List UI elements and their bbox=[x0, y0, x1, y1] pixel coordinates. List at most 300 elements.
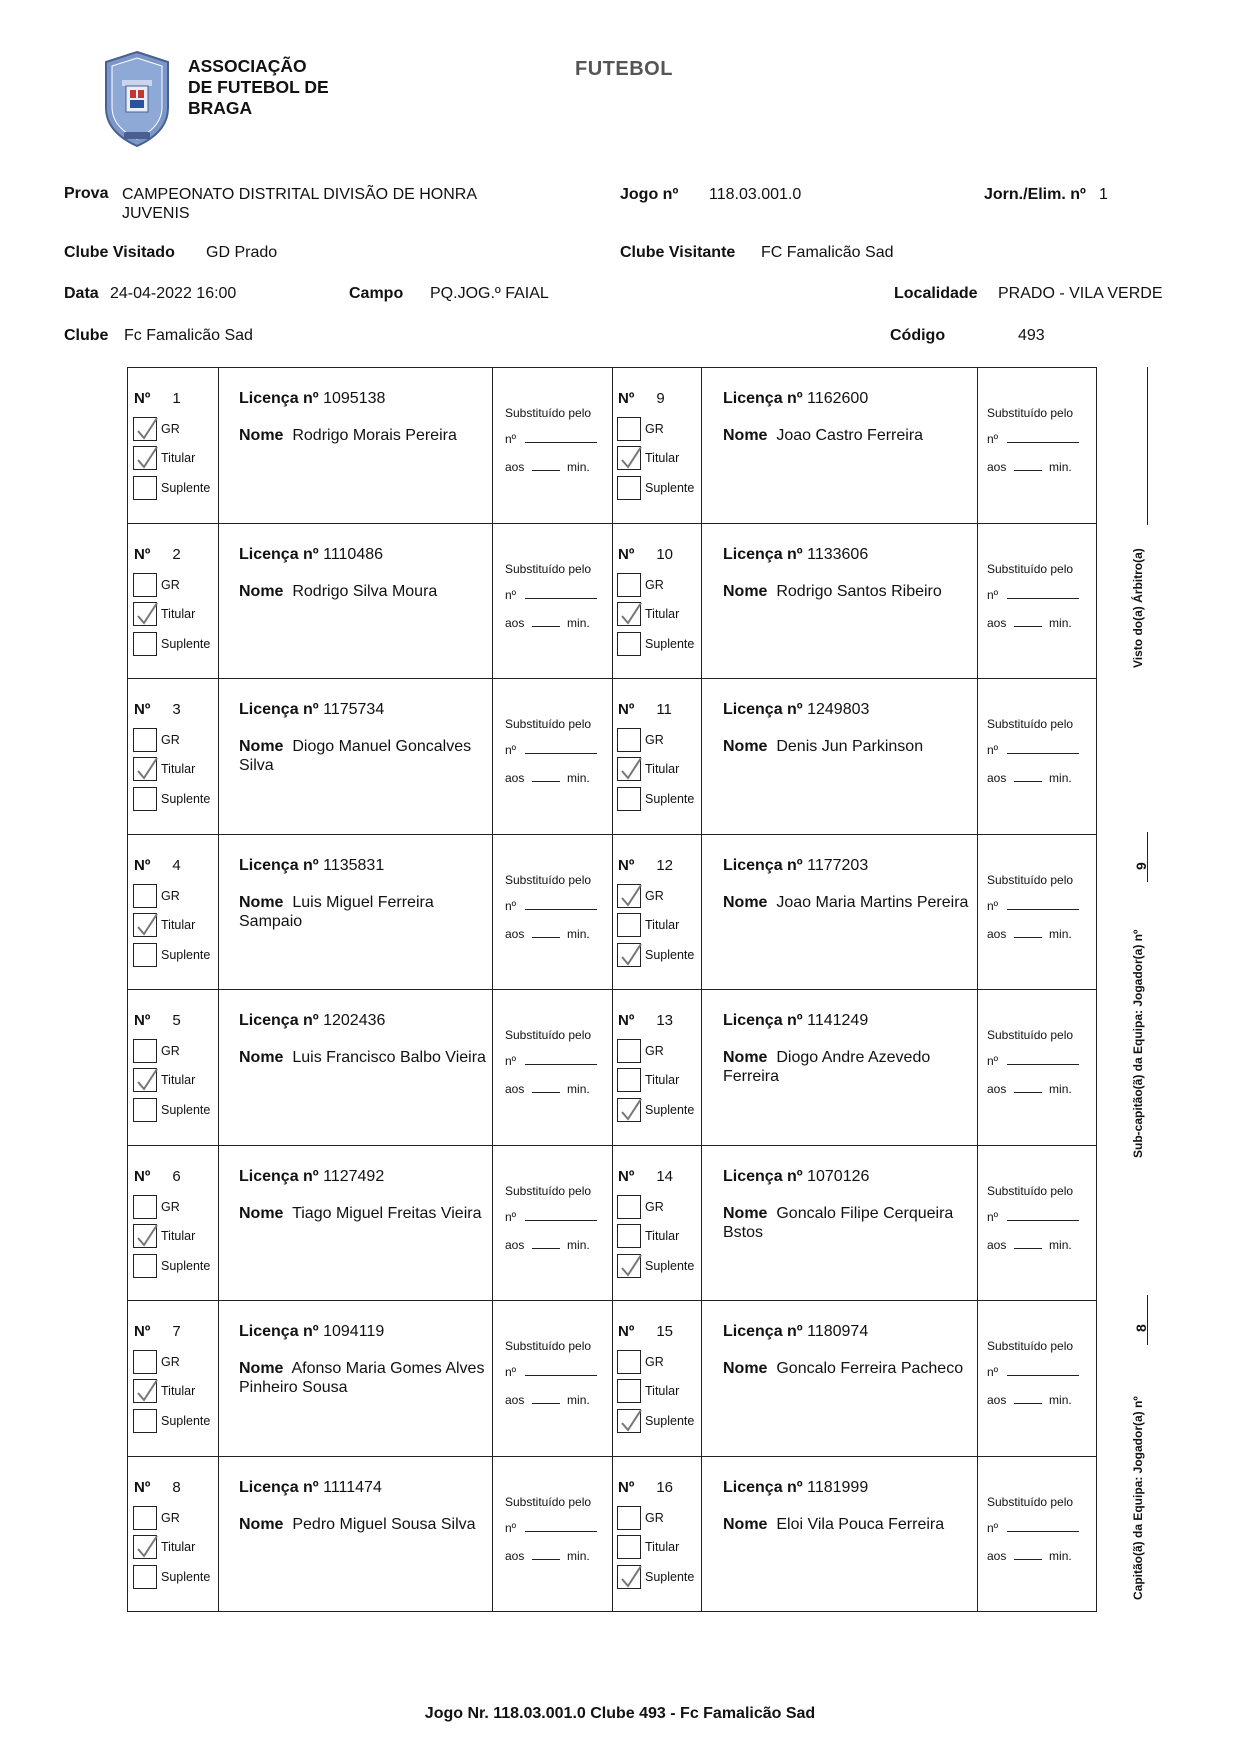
gr-checkbox[interactable] bbox=[617, 1506, 641, 1530]
number-value: 3 bbox=[172, 701, 181, 718]
titular-label: Titular bbox=[645, 917, 680, 932]
titular-checkbox[interactable] bbox=[617, 1068, 641, 1092]
subs-minute-row bbox=[505, 1393, 590, 1407]
titular-label: Titular bbox=[161, 1539, 196, 1554]
gr-label: GR bbox=[645, 577, 664, 592]
gr-label: GR bbox=[645, 733, 664, 747]
licence-field bbox=[723, 1323, 868, 1341]
gr-checkbox[interactable] bbox=[617, 573, 641, 597]
suplente-checkbox[interactable] bbox=[133, 1098, 157, 1122]
org-line-3: BRAGA bbox=[188, 98, 253, 118]
localidade-label: Localidade bbox=[894, 285, 978, 302]
titular-label: Titular bbox=[161, 1384, 196, 1398]
titular-checkbox[interactable] bbox=[617, 602, 641, 626]
name-label: Nome bbox=[723, 893, 768, 911]
gr-checkbox[interactable] bbox=[617, 417, 641, 441]
gr-label: GR bbox=[161, 888, 180, 903]
subs-minute-input[interactable] bbox=[532, 617, 560, 627]
number-label: Nº bbox=[134, 1167, 151, 1185]
subs-number-label: nº bbox=[505, 743, 517, 757]
number-value: 7 bbox=[172, 1323, 181, 1340]
subs-min-label: min. bbox=[567, 1393, 590, 1407]
visitado-value: GD Prado bbox=[206, 244, 278, 261]
licence-label: Licença nº bbox=[723, 1012, 803, 1029]
subs-minute-row bbox=[987, 1082, 1072, 1096]
number-value: 2 bbox=[172, 545, 181, 563]
suplente-label: Suplente bbox=[645, 1258, 695, 1273]
subs-minute-input[interactable] bbox=[532, 461, 560, 471]
prova-label: Prova bbox=[64, 185, 109, 202]
sport-title: FUTEBOL bbox=[575, 58, 673, 80]
subs-number-label: nº bbox=[987, 1520, 999, 1535]
subs-minute-input[interactable] bbox=[532, 1550, 560, 1560]
suplente-checkbox[interactable] bbox=[133, 943, 157, 967]
suplente-checkbox[interactable] bbox=[617, 1254, 641, 1278]
subs-min-label: min. bbox=[1049, 1393, 1072, 1407]
subs-title: Substituído pelo bbox=[987, 1339, 1074, 1353]
checkbox-row-titular bbox=[133, 445, 195, 471]
gr-checkbox[interactable] bbox=[133, 573, 157, 597]
subs-number-input[interactable] bbox=[1007, 1366, 1079, 1376]
checkbox-row-suplente bbox=[133, 942, 210, 968]
number-label: Nº bbox=[618, 545, 635, 563]
checkbox-row-titular bbox=[617, 445, 679, 471]
subs-minute-row bbox=[505, 927, 590, 941]
checkbox-row-suplente bbox=[617, 1097, 694, 1123]
titular-label: Titular bbox=[645, 1384, 680, 1398]
subs-aos-label: aos bbox=[505, 1393, 525, 1407]
suplente-checkbox[interactable] bbox=[617, 1098, 641, 1122]
gr-label: GR bbox=[645, 888, 664, 903]
jornada-value: 1 bbox=[1099, 186, 1108, 203]
name-label: Nome bbox=[239, 1515, 284, 1533]
suplente-label: Suplente bbox=[161, 636, 211, 651]
subs-minute-input[interactable] bbox=[1014, 1394, 1042, 1404]
licence-value: 1141249 bbox=[807, 1012, 869, 1029]
player-number bbox=[618, 390, 665, 407]
subs-number-input[interactable] bbox=[525, 1055, 597, 1065]
prova-value: CAMPEONATO DISTRITAL DIVISÃO DE HONRA JUVENIS bbox=[122, 186, 477, 222]
gr-label: GR bbox=[161, 733, 180, 747]
titular-checkbox[interactable] bbox=[617, 1535, 641, 1559]
subs-minute-input[interactable] bbox=[532, 1239, 560, 1249]
subs-minute-input[interactable] bbox=[532, 1394, 560, 1404]
licence-label: Licença nº bbox=[723, 390, 803, 407]
subs-minute-input[interactable] bbox=[1014, 1083, 1042, 1093]
visitado-field bbox=[64, 243, 175, 262]
subs-minute-input[interactable] bbox=[532, 928, 560, 938]
player-row bbox=[128, 990, 1096, 1146]
suplente-label: Suplente bbox=[645, 1414, 695, 1428]
subs-minute-input[interactable] bbox=[1014, 928, 1042, 938]
name-label: Nome bbox=[239, 427, 284, 444]
licence-field bbox=[239, 701, 384, 719]
subs-number-input[interactable] bbox=[525, 1366, 597, 1376]
jogo-value: 118.03.001.0 bbox=[709, 186, 802, 203]
subs-minute-row bbox=[987, 460, 1072, 474]
titular-checkbox[interactable] bbox=[133, 757, 157, 781]
subs-number-label: nº bbox=[505, 1054, 517, 1068]
titular-checkbox[interactable] bbox=[133, 602, 157, 626]
suplente-checkbox[interactable] bbox=[617, 1565, 641, 1589]
subs-number-label: nº bbox=[987, 1365, 999, 1379]
licence-label: Licença nº bbox=[239, 545, 319, 563]
player-name: Joao Castro Ferreira bbox=[776, 427, 924, 444]
licence-label: Licença nº bbox=[723, 856, 803, 874]
subs-min-label: min. bbox=[1049, 771, 1072, 785]
subs-number-label: nº bbox=[987, 587, 999, 602]
subs-minute-input[interactable] bbox=[1014, 617, 1042, 627]
suplente-checkbox[interactable] bbox=[617, 943, 641, 967]
subs-number-label: nº bbox=[505, 432, 517, 446]
titular-checkbox[interactable] bbox=[617, 913, 641, 937]
licence-label: Licença nº bbox=[723, 1478, 803, 1496]
player-name: Rodrigo Santos Ribeiro bbox=[776, 582, 942, 600]
gr-checkbox[interactable] bbox=[133, 1039, 157, 1063]
name-label: Nome bbox=[723, 1049, 768, 1066]
subs-number-row bbox=[505, 1054, 597, 1068]
gr-checkbox[interactable] bbox=[133, 417, 157, 441]
subs-title: Substituído pelo bbox=[987, 561, 1074, 576]
licence-label: Licença nº bbox=[239, 390, 319, 407]
gr-checkbox[interactable] bbox=[133, 728, 157, 752]
data-field bbox=[64, 284, 99, 303]
suplente-checkbox[interactable] bbox=[133, 1254, 157, 1278]
subs-aos-label: aos bbox=[987, 926, 1007, 941]
name-label: Nome bbox=[723, 738, 768, 755]
name-label: Nome bbox=[723, 1515, 768, 1533]
codigo-field bbox=[890, 326, 945, 345]
suplente-label: Suplente bbox=[161, 947, 211, 962]
gr-label: GR bbox=[161, 1199, 180, 1214]
subs-aos-label: aos bbox=[505, 926, 525, 941]
player-row bbox=[128, 368, 1096, 524]
subs-number-input[interactable] bbox=[1007, 1055, 1079, 1065]
number-label: Nº bbox=[618, 1167, 635, 1185]
gr-checkbox[interactable] bbox=[133, 1350, 157, 1374]
gr-checkbox[interactable] bbox=[133, 884, 157, 908]
number-label: Nº bbox=[618, 701, 635, 718]
checkbox-row-gr bbox=[617, 416, 664, 442]
subs-minute-input[interactable] bbox=[1014, 1239, 1042, 1249]
campo-field bbox=[349, 284, 403, 303]
checkbox-row-suplente bbox=[617, 1408, 694, 1434]
player-name-field bbox=[723, 1204, 983, 1242]
checkbox-row-titular bbox=[133, 912, 195, 938]
number-label: Nº bbox=[134, 1012, 151, 1029]
name-label: Nome bbox=[239, 1360, 284, 1377]
jornada-field bbox=[984, 185, 1086, 204]
checkbox-row-titular bbox=[133, 1067, 195, 1093]
suplente-checkbox[interactable] bbox=[133, 1409, 157, 1433]
subs-number-row bbox=[505, 899, 597, 913]
titular-checkbox[interactable] bbox=[133, 913, 157, 937]
subs-number-row bbox=[505, 1365, 597, 1379]
gr-checkbox[interactable] bbox=[617, 1195, 641, 1219]
number-label: Nº bbox=[618, 1478, 635, 1496]
subs-minute-input[interactable] bbox=[532, 772, 560, 782]
subs-aos-label: aos bbox=[505, 1237, 525, 1252]
suplente-checkbox[interactable] bbox=[133, 632, 157, 656]
number-value: 11 bbox=[656, 701, 672, 718]
suplente-checkbox[interactable] bbox=[617, 476, 641, 500]
checkbox-row-gr bbox=[133, 572, 180, 598]
licence-value: 1110486 bbox=[323, 545, 384, 563]
player-row bbox=[128, 1457, 1096, 1613]
subs-aos-label: aos bbox=[987, 615, 1007, 630]
licence-field bbox=[239, 390, 385, 408]
suplente-checkbox[interactable] bbox=[617, 1409, 641, 1433]
licence-value: 1202436 bbox=[323, 1012, 386, 1029]
subs-number-input[interactable] bbox=[525, 1211, 597, 1221]
licence-field bbox=[239, 1479, 382, 1497]
suplente-checkbox[interactable] bbox=[133, 787, 157, 811]
number-label: Nº bbox=[134, 856, 151, 874]
subs-minute-row bbox=[505, 1238, 590, 1252]
name-label: Nome bbox=[723, 427, 768, 444]
subs-number-label: nº bbox=[987, 432, 999, 446]
titular-checkbox[interactable] bbox=[617, 757, 641, 781]
gr-checkbox[interactable] bbox=[617, 1039, 641, 1063]
subs-number-row bbox=[987, 899, 1079, 913]
organization-name bbox=[188, 56, 329, 119]
checkbox-row-suplente bbox=[617, 1253, 694, 1279]
name-label: Nome bbox=[239, 893, 284, 911]
number-value: 10 bbox=[656, 545, 673, 563]
suplente-checkbox[interactable] bbox=[617, 632, 641, 656]
afb-logo bbox=[102, 50, 172, 148]
subs-minute-input[interactable] bbox=[1014, 1550, 1042, 1560]
suplente-label: Suplente bbox=[161, 1414, 211, 1428]
player-name: Luis Francisco Balbo Vieira bbox=[292, 1049, 486, 1066]
licence-field bbox=[239, 1012, 385, 1030]
localidade-value: PRADO - VILA VERDE bbox=[998, 285, 1163, 302]
visitante-value: FC Famalicão Sad bbox=[761, 244, 894, 261]
subs-aos-label: aos bbox=[987, 1082, 1007, 1096]
licence-field bbox=[723, 390, 868, 408]
localidade-field bbox=[894, 284, 978, 303]
number-value: 14 bbox=[656, 1167, 673, 1185]
player-name: Rodrigo Morais Pereira bbox=[292, 427, 457, 444]
number-label: Nº bbox=[134, 545, 151, 563]
titular-label: Titular bbox=[161, 606, 196, 621]
player-number bbox=[134, 1168, 181, 1185]
suplente-label: Suplente bbox=[161, 792, 211, 806]
subs-minute-row bbox=[987, 1238, 1072, 1252]
checkbox-row-titular bbox=[617, 756, 679, 782]
checkbox-row-suplente bbox=[133, 475, 210, 501]
number-value: 15 bbox=[656, 1323, 673, 1340]
subs-number-input[interactable] bbox=[1007, 433, 1079, 443]
titular-checkbox[interactable] bbox=[133, 446, 157, 470]
subs-number-input[interactable] bbox=[1007, 589, 1079, 599]
checkbox-row-gr bbox=[133, 1194, 180, 1220]
gr-label: GR bbox=[161, 1510, 180, 1525]
subs-min-label: min. bbox=[1049, 615, 1072, 630]
checkbox-row-gr bbox=[617, 1505, 664, 1531]
gr-checkbox[interactable] bbox=[133, 1506, 157, 1530]
player-name: Diogo Manuel Goncalves Silva bbox=[239, 738, 472, 774]
player-number bbox=[618, 546, 673, 563]
checkbox-row-gr bbox=[133, 1038, 180, 1064]
gr-checkbox[interactable] bbox=[617, 728, 641, 752]
checkbox-row-titular bbox=[617, 1223, 679, 1249]
subs-number-input[interactable] bbox=[1007, 1211, 1079, 1221]
player-name-field bbox=[723, 1048, 983, 1086]
suplente-checkbox[interactable] bbox=[133, 476, 157, 500]
subs-number-input[interactable] bbox=[525, 433, 597, 443]
titular-label: Titular bbox=[161, 917, 196, 932]
player-row bbox=[128, 679, 1096, 835]
number-label: Nº bbox=[134, 701, 151, 718]
subs-minute-row bbox=[505, 1549, 590, 1563]
licence-label: Licença nº bbox=[723, 701, 803, 718]
titular-checkbox[interactable] bbox=[617, 1224, 641, 1248]
titular-label: Titular bbox=[645, 451, 680, 465]
checkbox-row-titular bbox=[617, 912, 679, 938]
suplente-checkbox[interactable] bbox=[133, 1565, 157, 1589]
subcap-value: 9 bbox=[1133, 862, 1149, 870]
player-name: Goncalo Ferreira Pacheco bbox=[776, 1360, 964, 1377]
titular-label: Titular bbox=[161, 762, 196, 776]
checkbox-row-gr bbox=[617, 1349, 664, 1375]
licence-field bbox=[239, 857, 384, 875]
subcap-label: Sub-capitão(ã) da Equipa: Jogador(a) nº bbox=[1131, 929, 1145, 1158]
player-number bbox=[618, 1323, 673, 1340]
gr-checkbox[interactable] bbox=[617, 1350, 641, 1374]
subs-title: Substituído pelo bbox=[987, 1494, 1074, 1509]
number-value: 12 bbox=[656, 856, 673, 874]
subs-aos-label: aos bbox=[987, 771, 1007, 785]
subs-aos-label: aos bbox=[987, 460, 1007, 474]
licence-label: Licença nº bbox=[723, 1167, 803, 1185]
subs-aos-label: aos bbox=[505, 460, 525, 474]
name-label: Nome bbox=[239, 582, 284, 600]
subs-number-row bbox=[505, 743, 597, 757]
titular-checkbox[interactable] bbox=[133, 1224, 157, 1248]
suplente-label: Suplente bbox=[161, 481, 211, 495]
player-row bbox=[128, 524, 1096, 680]
subs-number-row bbox=[987, 1054, 1079, 1068]
subs-number-input[interactable] bbox=[1007, 1522, 1079, 1532]
checkbox-row-suplente bbox=[617, 942, 694, 968]
titular-checkbox[interactable] bbox=[617, 446, 641, 470]
player-name-field bbox=[239, 582, 499, 601]
campo-label: Campo bbox=[349, 285, 404, 302]
licence-label: Licença nº bbox=[239, 1323, 319, 1340]
subs-minute-row bbox=[987, 1549, 1072, 1563]
jogo-label: Jogo nº bbox=[620, 186, 679, 203]
checkbox-row-suplente bbox=[617, 786, 694, 812]
player-name-field bbox=[723, 737, 983, 756]
number-label: Nº bbox=[618, 1012, 635, 1029]
subs-number-row bbox=[987, 1521, 1079, 1535]
number-value: 9 bbox=[656, 390, 665, 407]
titular-label: Titular bbox=[161, 1228, 196, 1243]
gr-checkbox[interactable] bbox=[133, 1195, 157, 1219]
titular-checkbox[interactable] bbox=[133, 1535, 157, 1559]
licence-label: Licença nº bbox=[723, 545, 803, 563]
subs-number-label: nº bbox=[987, 898, 999, 913]
player-number bbox=[618, 1168, 673, 1185]
licence-value: 1181999 bbox=[807, 1478, 869, 1496]
number-label: Nº bbox=[618, 390, 635, 407]
number-value: 16 bbox=[656, 1478, 673, 1496]
player-row bbox=[128, 835, 1096, 991]
licence-value: 1162600 bbox=[807, 390, 869, 407]
subs-number-input[interactable] bbox=[525, 900, 597, 910]
player-name: Eloi Vila Pouca Ferreira bbox=[776, 1515, 945, 1533]
visitante-field bbox=[620, 243, 735, 262]
visitado-label: Clube Visitado bbox=[64, 244, 175, 261]
subcap-line bbox=[1147, 832, 1148, 882]
licence-value: 1095138 bbox=[323, 390, 386, 407]
titular-label: Titular bbox=[645, 1228, 680, 1243]
player-name: Luis Miguel Ferreira Sampaio bbox=[239, 893, 434, 930]
subs-minute-input[interactable] bbox=[1014, 461, 1042, 471]
subs-number-row bbox=[505, 432, 597, 446]
titular-checkbox[interactable] bbox=[133, 1068, 157, 1092]
player-number bbox=[618, 857, 673, 874]
player-name-field bbox=[239, 737, 499, 775]
subs-number-input[interactable] bbox=[525, 744, 597, 754]
number-label: Nº bbox=[618, 1323, 635, 1340]
subs-minute-input[interactable] bbox=[532, 1083, 560, 1093]
titular-checkbox[interactable] bbox=[133, 1379, 157, 1403]
data-label: Data bbox=[64, 285, 99, 302]
player-name-field bbox=[723, 426, 983, 445]
subs-min-label: min. bbox=[567, 615, 590, 630]
checkbox-row-titular bbox=[133, 1223, 195, 1249]
number-value: 13 bbox=[656, 1012, 673, 1029]
subs-min-label: min. bbox=[567, 771, 590, 785]
subs-number-input[interactable] bbox=[525, 1522, 597, 1532]
checkbox-row-gr bbox=[617, 727, 664, 753]
gr-label: GR bbox=[645, 1199, 664, 1214]
gr-label: GR bbox=[645, 1355, 664, 1369]
subs-number-label: nº bbox=[505, 1209, 517, 1224]
subs-number-input[interactable] bbox=[1007, 900, 1079, 910]
subs-number-label: nº bbox=[987, 743, 999, 757]
subs-min-label: min. bbox=[1049, 460, 1072, 474]
player-number bbox=[134, 1479, 181, 1496]
subs-number-input[interactable] bbox=[1007, 744, 1079, 754]
player-name-field bbox=[239, 1204, 499, 1223]
suplente-checkbox[interactable] bbox=[617, 787, 641, 811]
subs-number-label: nº bbox=[505, 898, 517, 913]
player-name-field bbox=[239, 1359, 499, 1397]
checkbox-row-suplente bbox=[133, 631, 210, 657]
subs-number-input[interactable] bbox=[525, 589, 597, 599]
licence-field bbox=[723, 857, 868, 875]
arbitro-label: Visto do(a) Árbitro(a) bbox=[1131, 548, 1145, 668]
gr-checkbox[interactable] bbox=[617, 884, 641, 908]
licence-field bbox=[723, 701, 869, 719]
subs-title: Substituído pelo bbox=[987, 872, 1074, 887]
gr-label: GR bbox=[645, 422, 664, 436]
visitante-label: Clube Visitante bbox=[620, 244, 736, 261]
checkbox-row-suplente bbox=[133, 1564, 210, 1590]
player-grid bbox=[127, 367, 1097, 1612]
subs-minute-input[interactable] bbox=[1014, 772, 1042, 782]
subs-minute-row bbox=[987, 927, 1072, 941]
player-number bbox=[134, 546, 181, 563]
titular-checkbox[interactable] bbox=[617, 1379, 641, 1403]
titular-label: Titular bbox=[161, 451, 196, 465]
checkbox-row-titular bbox=[133, 1534, 195, 1560]
licence-value: 1070126 bbox=[807, 1167, 870, 1185]
player-number bbox=[618, 1012, 673, 1029]
